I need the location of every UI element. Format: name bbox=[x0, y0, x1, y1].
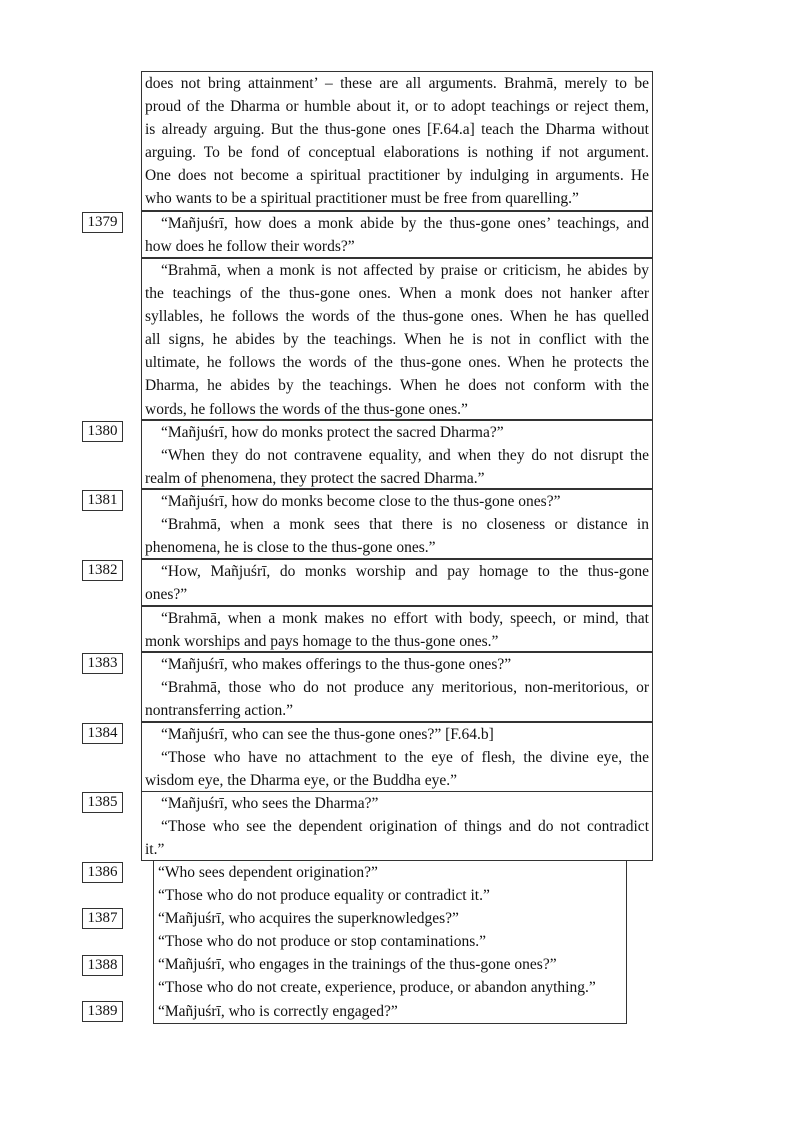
text-line: wisdom eye, the Dharma eye, or the Buddha eye.” bbox=[145, 772, 458, 790]
verse-number: 1380 bbox=[82, 421, 123, 442]
verse-number: 1384 bbox=[82, 723, 123, 744]
text-line: “Mañjuśrī, how do monks become close to the thus-gone ones?” bbox=[161, 493, 561, 510]
text-line: “Those who see the dependent origination of things and do not contradict bbox=[161, 818, 649, 836]
paragraph-block bbox=[141, 211, 653, 258]
paragraph-block bbox=[141, 420, 653, 489]
verse-number: 1388 bbox=[82, 955, 123, 976]
text-line: “Mañjuśrī, who acquires the superknowledges?” bbox=[158, 910, 459, 928]
text-line: “Mañjuśrī, who can see the thus-gone ones?” [F.64.b] bbox=[161, 726, 494, 743]
text-line: words, he follows the words of the thus-gone ones.” bbox=[145, 400, 468, 418]
text-line: “Those who have no attachment to the eye of flesh, the divine eye, the bbox=[161, 749, 649, 767]
text-line: “Those who do not create, experience, produce, or abandon anything.” bbox=[158, 979, 596, 997]
text-line: “Brahmā, when a monk is not affected by praise or criticism, he abides by bbox=[161, 262, 649, 279]
text-line: is already arguing. But the thus-gone ones [F.64.a] teach the Dharma without bbox=[145, 121, 649, 139]
paragraph-block bbox=[141, 71, 653, 211]
text-line: proud of the Dharma or humble about it, or to adopt teachings or reject them, bbox=[145, 98, 649, 116]
text-line: “Mañjuśrī, who engages in the trainings of the thus-gone ones?” bbox=[158, 956, 557, 974]
text-line: monk worships and pays homage to the thus-gone ones.” bbox=[145, 633, 499, 651]
text-line: “Brahmā, when a monk sees that there is no closeness or distance in bbox=[161, 516, 649, 534]
verse-number: 1387 bbox=[82, 908, 123, 929]
text-line: phenomena, he is close to the thus-gone ones.” bbox=[145, 539, 436, 557]
verse-number: 1386 bbox=[82, 862, 123, 883]
verse-number: 1382 bbox=[82, 560, 123, 581]
text-line: “Those who do not produce equality or contradict it.” bbox=[158, 887, 490, 905]
text-line: “Those who do not produce or stop contaminations.” bbox=[158, 933, 487, 951]
text-line: Dharma, he abides by the teachings. When he does not conform with the bbox=[145, 377, 649, 395]
paragraph-block bbox=[153, 860, 627, 1024]
text-line: “Who sees dependent origination?” bbox=[158, 864, 378, 881]
verse-number: 1381 bbox=[82, 490, 123, 511]
text-line: nontransferring action.” bbox=[145, 702, 294, 720]
text-line: “How, Mañjuśrī, do monks worship and pay homage to the thus-gone bbox=[161, 563, 649, 580]
text-line: the teachings of the thus-gone ones. When a monk does not hanker after bbox=[145, 285, 649, 303]
text-line: “Brahmā, those who do not produce any meritorious, non-meritorious, or bbox=[161, 679, 649, 697]
text-line: all signs, he abides by the teachings. When he is not in conflict with the bbox=[145, 331, 649, 349]
paragraph-block bbox=[141, 791, 653, 861]
verse-number: 1383 bbox=[82, 653, 123, 674]
text-line: it.” bbox=[145, 841, 165, 859]
text-line: how does he follow their words?” bbox=[145, 238, 355, 256]
text-line: “Mañjuśrī, who is correctly engaged?” bbox=[158, 1002, 398, 1020]
text-line: “Brahmā, when a monk makes no effort with body, speech, or mind, that bbox=[161, 610, 649, 627]
paragraph-block bbox=[141, 606, 653, 652]
text-line: “When they do not contravene equality, and when they do not disrupt the bbox=[161, 447, 649, 465]
text-line: ones?” bbox=[145, 586, 188, 604]
paragraph-block bbox=[141, 722, 653, 792]
text-line: “Mañjuśrī, who sees the Dharma?” bbox=[161, 795, 379, 812]
text-line: syllables, he follows the words of the thus-gone ones. When he has quelled bbox=[145, 308, 649, 326]
text-line: “Mañjuśrī, who makes offerings to the thus-gone ones?” bbox=[161, 656, 512, 673]
text-line: “Mañjuśrī, how do monks protect the sacred Dharma?” bbox=[161, 424, 504, 441]
verse-number: 1389 bbox=[82, 1001, 123, 1022]
text-line: who wants to be a spiritual practitioner must be free from quarelling.” bbox=[145, 190, 579, 208]
text-line: realm of phenomena, they protect the sacred Dharma.” bbox=[145, 470, 485, 488]
text-line: “Mañjuśrī, how does a monk abide by the thus-gone ones’ teachings, and bbox=[161, 215, 649, 232]
text-line: ultimate, he follows the words of the thus-gone ones. When he protects the bbox=[145, 354, 649, 372]
paragraph-block bbox=[141, 258, 653, 420]
text-line: arguing. To be fond of conceptual elaborations is nothing if not argument. bbox=[145, 144, 649, 162]
paragraph-block bbox=[141, 489, 653, 559]
text-line: does not bring attainment’ – these are all arguments. Brahmā, merely to be bbox=[145, 75, 649, 92]
verse-number: 1379 bbox=[82, 212, 123, 233]
paragraph-block bbox=[141, 652, 653, 722]
verse-number: 1385 bbox=[82, 792, 123, 813]
paragraph-block bbox=[141, 559, 653, 606]
text-line: One does not become a spiritual practitioner by indulging in arguments. He bbox=[145, 167, 649, 185]
